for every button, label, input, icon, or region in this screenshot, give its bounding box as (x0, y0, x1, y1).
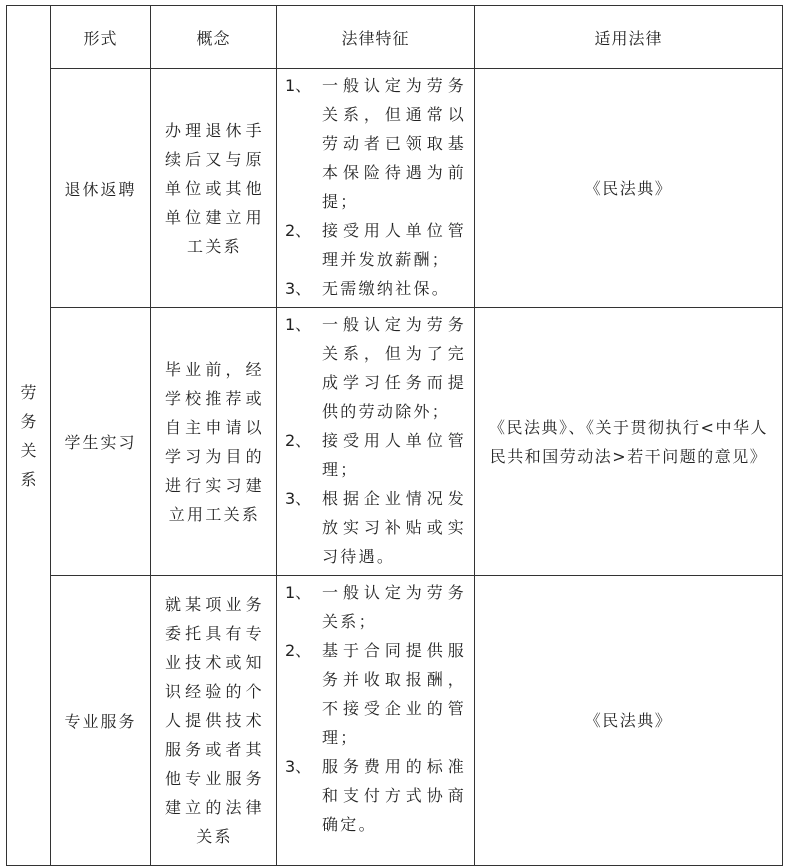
law-cell: 《民法典》、《关于贯彻执行<中华人民共和国劳动法>若干问题的意见》 (475, 308, 783, 576)
header-law: 适用法律 (475, 6, 783, 69)
feature-item (285, 274, 466, 303)
feature-item (285, 752, 466, 839)
category-label: 劳务关系 (20, 382, 37, 489)
header-concept: 概念 (151, 6, 277, 69)
feature-item (285, 484, 466, 571)
features-cell (277, 308, 475, 576)
table-row-professional-service (7, 576, 783, 866)
header-features: 法律特征 (277, 6, 475, 69)
form-cell: 专业服务 (51, 576, 151, 866)
header-form: 形式 (51, 6, 151, 69)
law-cell: 《民法典》 (475, 69, 783, 308)
features-cell (277, 576, 475, 866)
concept-cell: 就某项业务委托具有专业技术或知识经验的个人提供技术服务或者其他专业服务建立的法律关系 (151, 576, 277, 866)
feature-text: 基于合同提供服务并收取报酬，不接受企业的管理； (322, 641, 466, 747)
feature-number: 3、 (285, 279, 312, 298)
feature-text: 根据企业情况发放实习补贴或实习待遇。 (322, 489, 466, 566)
feature-number: 1、 (285, 583, 312, 602)
category-cell (7, 6, 51, 866)
concept-cell: 办理退休手续后又与原单位或其他单位建立用工关系 (151, 69, 277, 308)
feature-item (285, 71, 466, 216)
feature-text: 一般认定为劳务关系，但通常以劳动者已领取基本保险待遇为前提； (322, 76, 466, 211)
feature-text: 接受用人单位管理； (322, 431, 466, 479)
table-row-retirement-rehire (7, 69, 783, 308)
features-cell (277, 69, 475, 308)
feature-text: 一般认定为劳务关系，但为了完成学习任务而提供的劳动除外； (322, 315, 466, 421)
form-cell: 退休返聘 (51, 69, 151, 308)
table-row-student-internship (7, 308, 783, 576)
features-list (285, 71, 466, 303)
feature-item (285, 636, 466, 752)
feature-item (285, 216, 466, 274)
labor-relations-table (6, 5, 783, 866)
feature-text: 一般认定为劳务关系； (322, 583, 466, 631)
features-list (285, 578, 466, 839)
feature-number: 1、 (285, 76, 312, 95)
feature-number: 2、 (285, 221, 312, 240)
feature-number: 1、 (285, 315, 312, 334)
header-row (7, 6, 783, 69)
feature-item (285, 426, 466, 484)
feature-number: 3、 (285, 757, 312, 776)
features-list (285, 310, 466, 571)
feature-text: 服务费用的标准和支付方式协商确定。 (322, 757, 466, 834)
feature-item (285, 310, 466, 426)
feature-number: 2、 (285, 641, 312, 660)
concept-cell: 毕业前，经学校推荐或自主申请以学习为目的进行实习建立用工关系 (151, 308, 277, 576)
feature-item (285, 578, 466, 636)
feature-number: 3、 (285, 489, 312, 508)
feature-number: 2、 (285, 431, 312, 450)
feature-text: 无需缴纳社保。 (322, 279, 451, 298)
form-cell: 学生实习 (51, 308, 151, 576)
law-cell: 《民法典》 (475, 576, 783, 866)
feature-text: 接受用人单位管理并发放薪酬； (322, 221, 466, 269)
